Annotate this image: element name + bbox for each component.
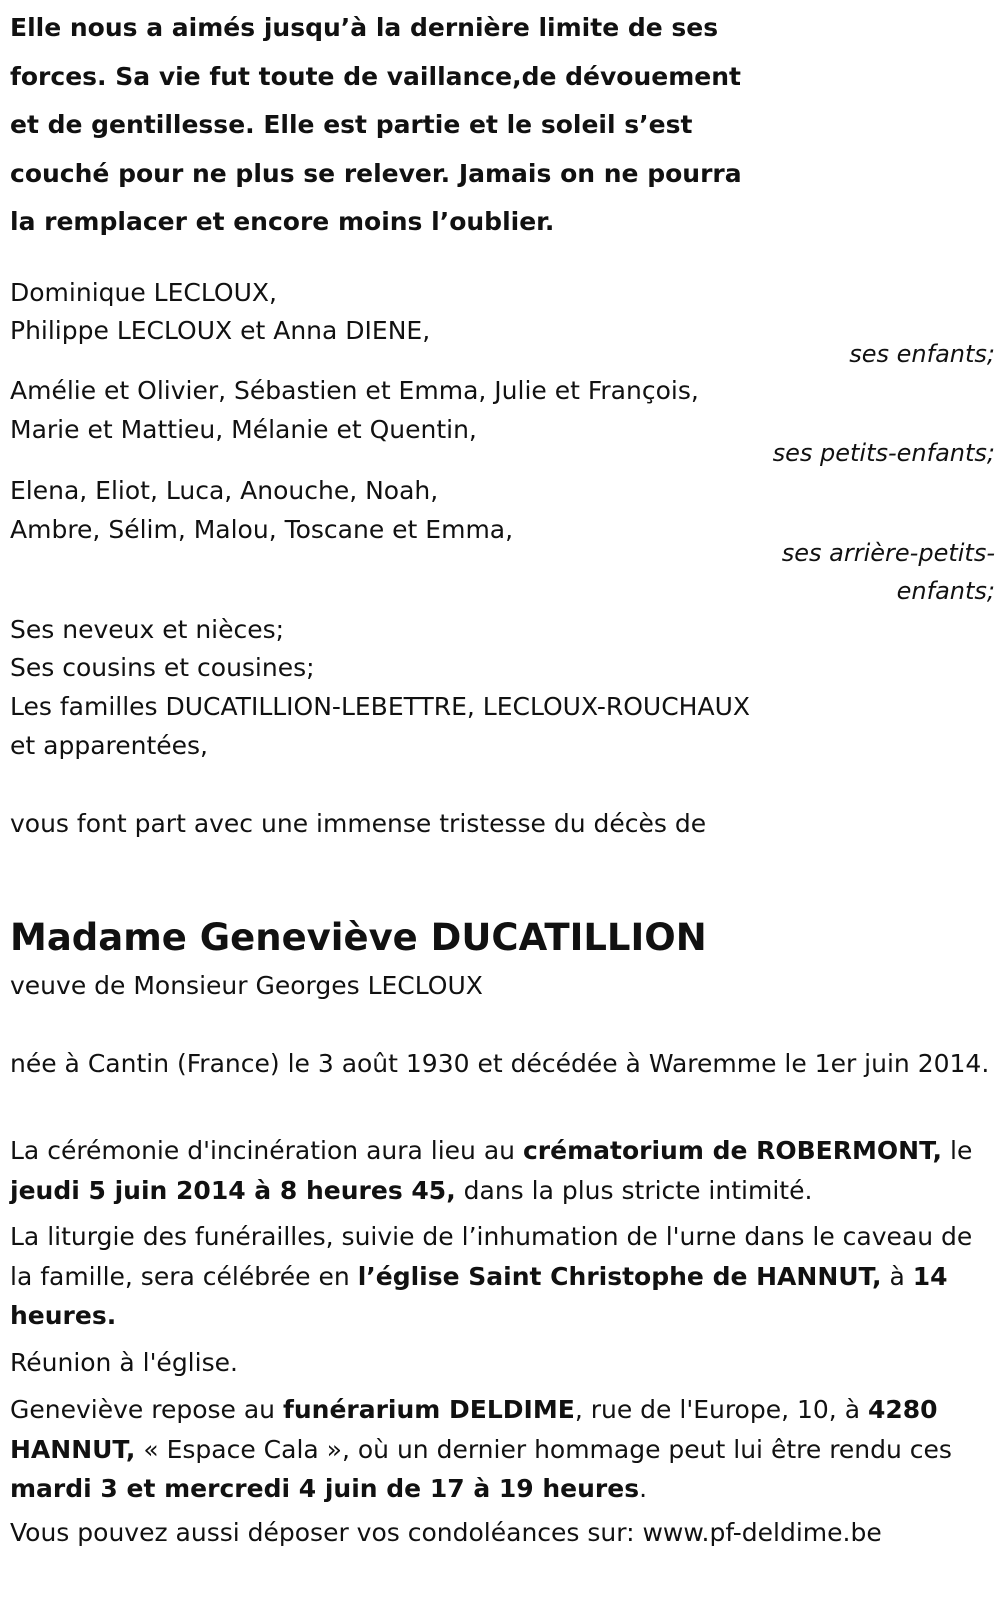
great-grandchildren-role-1: ses arrière-petits- — [781, 539, 995, 567]
children-line-1: Dominique LECLOUX, — [10, 278, 277, 307]
funerarium-name: funérarium DELDIME — [282, 1395, 575, 1424]
announcement-text: vous font part avec une immense tristesse du décès de — [10, 809, 707, 838]
children-role: ses enfants; — [849, 340, 995, 368]
relatives-line-4: et apparentées, — [10, 731, 208, 760]
great-grandchildren-line-2: Ambre, Sélim, Malou, Toscane et Emma, — [10, 515, 514, 544]
ceremony-text: La cérémonie d'incinération aura lieu au crématorium de ROBERMONT, le jeudi 5 juin 2014 à 8 heures 45, dans la plus stricte intimité. — [10, 1136, 973, 1205]
relatives-line-1: Ses neveux et nièces; — [10, 615, 285, 644]
great-grandchildren-line-1: Elena, Eliot, Luca, Anouche, Noah, — [10, 476, 439, 505]
relatives-line-2: Ses cousins et cousines; — [10, 653, 315, 682]
widow-of-text: veuve de Monsieur Georges LECLOUX — [10, 971, 483, 1000]
condolences-text: Vous pouvez aussi déposer vos condoléances sur: www.pf-deldime.be — [10, 1518, 882, 1547]
church-name: l’église Saint Christophe de HANNUT, — [357, 1261, 882, 1291]
opening-quote: Elle nous a aimés jusqu’à la dernière limite de ses forces. Sa vie fut toute de vaillance,de dévouement et de gentillesse. Elle est partie et le soleil s’est couché pour ne plus se relever. Jamais on ne pourra la remplacer et encore moins l’oublier. — [10, 13, 742, 236]
relatives-line-3: Les familles DUCATILLION-LEBETTRE, LECLOUX-ROUCHAUX — [10, 692, 751, 721]
deceased-name: Madame Geneviève DUCATILLION — [10, 916, 707, 959]
ceremony-datetime: jeudi 5 juin 2014 à 8 heures 45, — [10, 1175, 456, 1205]
grandchildren-line-1: Amélie et Olivier, Sébastien et Emma, Julie et François, — [10, 376, 699, 405]
visiting-hours: mardi 3 et mercredi 4 juin de 17 à 19 heures — [10, 1474, 640, 1503]
reunion-text: Réunion à l'église. — [10, 1348, 238, 1377]
great-grandchildren-role-2: enfants; — [896, 577, 995, 605]
grandchildren-role: ses petits-enfants; — [772, 439, 995, 467]
liturgy-time: 14 heures. — [10, 1261, 948, 1330]
rest-text: Geneviève repose au funérarium DELDIME, rue de l'Europe, 10, à 4280 HANNUT, « Espace Cala », où un dernier hommage peut lui être rendu ces mardi 3 et mercredi 4 juin de 17 à 19 heures. — [10, 1395, 952, 1503]
children-line-2: Philippe LECLOUX et Anna DIENE, — [10, 316, 431, 345]
crematorium-name: crématorium de ROBERMONT, — [522, 1136, 943, 1165]
birth-death-text: née à Cantin (France) le 3 août 1930 et décédée à Waremme le 1er juin 2014. — [10, 1049, 990, 1078]
grandchildren-line-2: Marie et Mattieu, Mélanie et Quentin, — [10, 415, 477, 444]
liturgy-text: La liturgie des funérailles, suivie de l’inhumation de l'urne dans le caveau de la famille, sera célébrée en l’église Saint Christophe de HANNUT, à 14 heures. — [10, 1222, 973, 1330]
postal-city: 4280 HANNUT, — [10, 1395, 938, 1464]
